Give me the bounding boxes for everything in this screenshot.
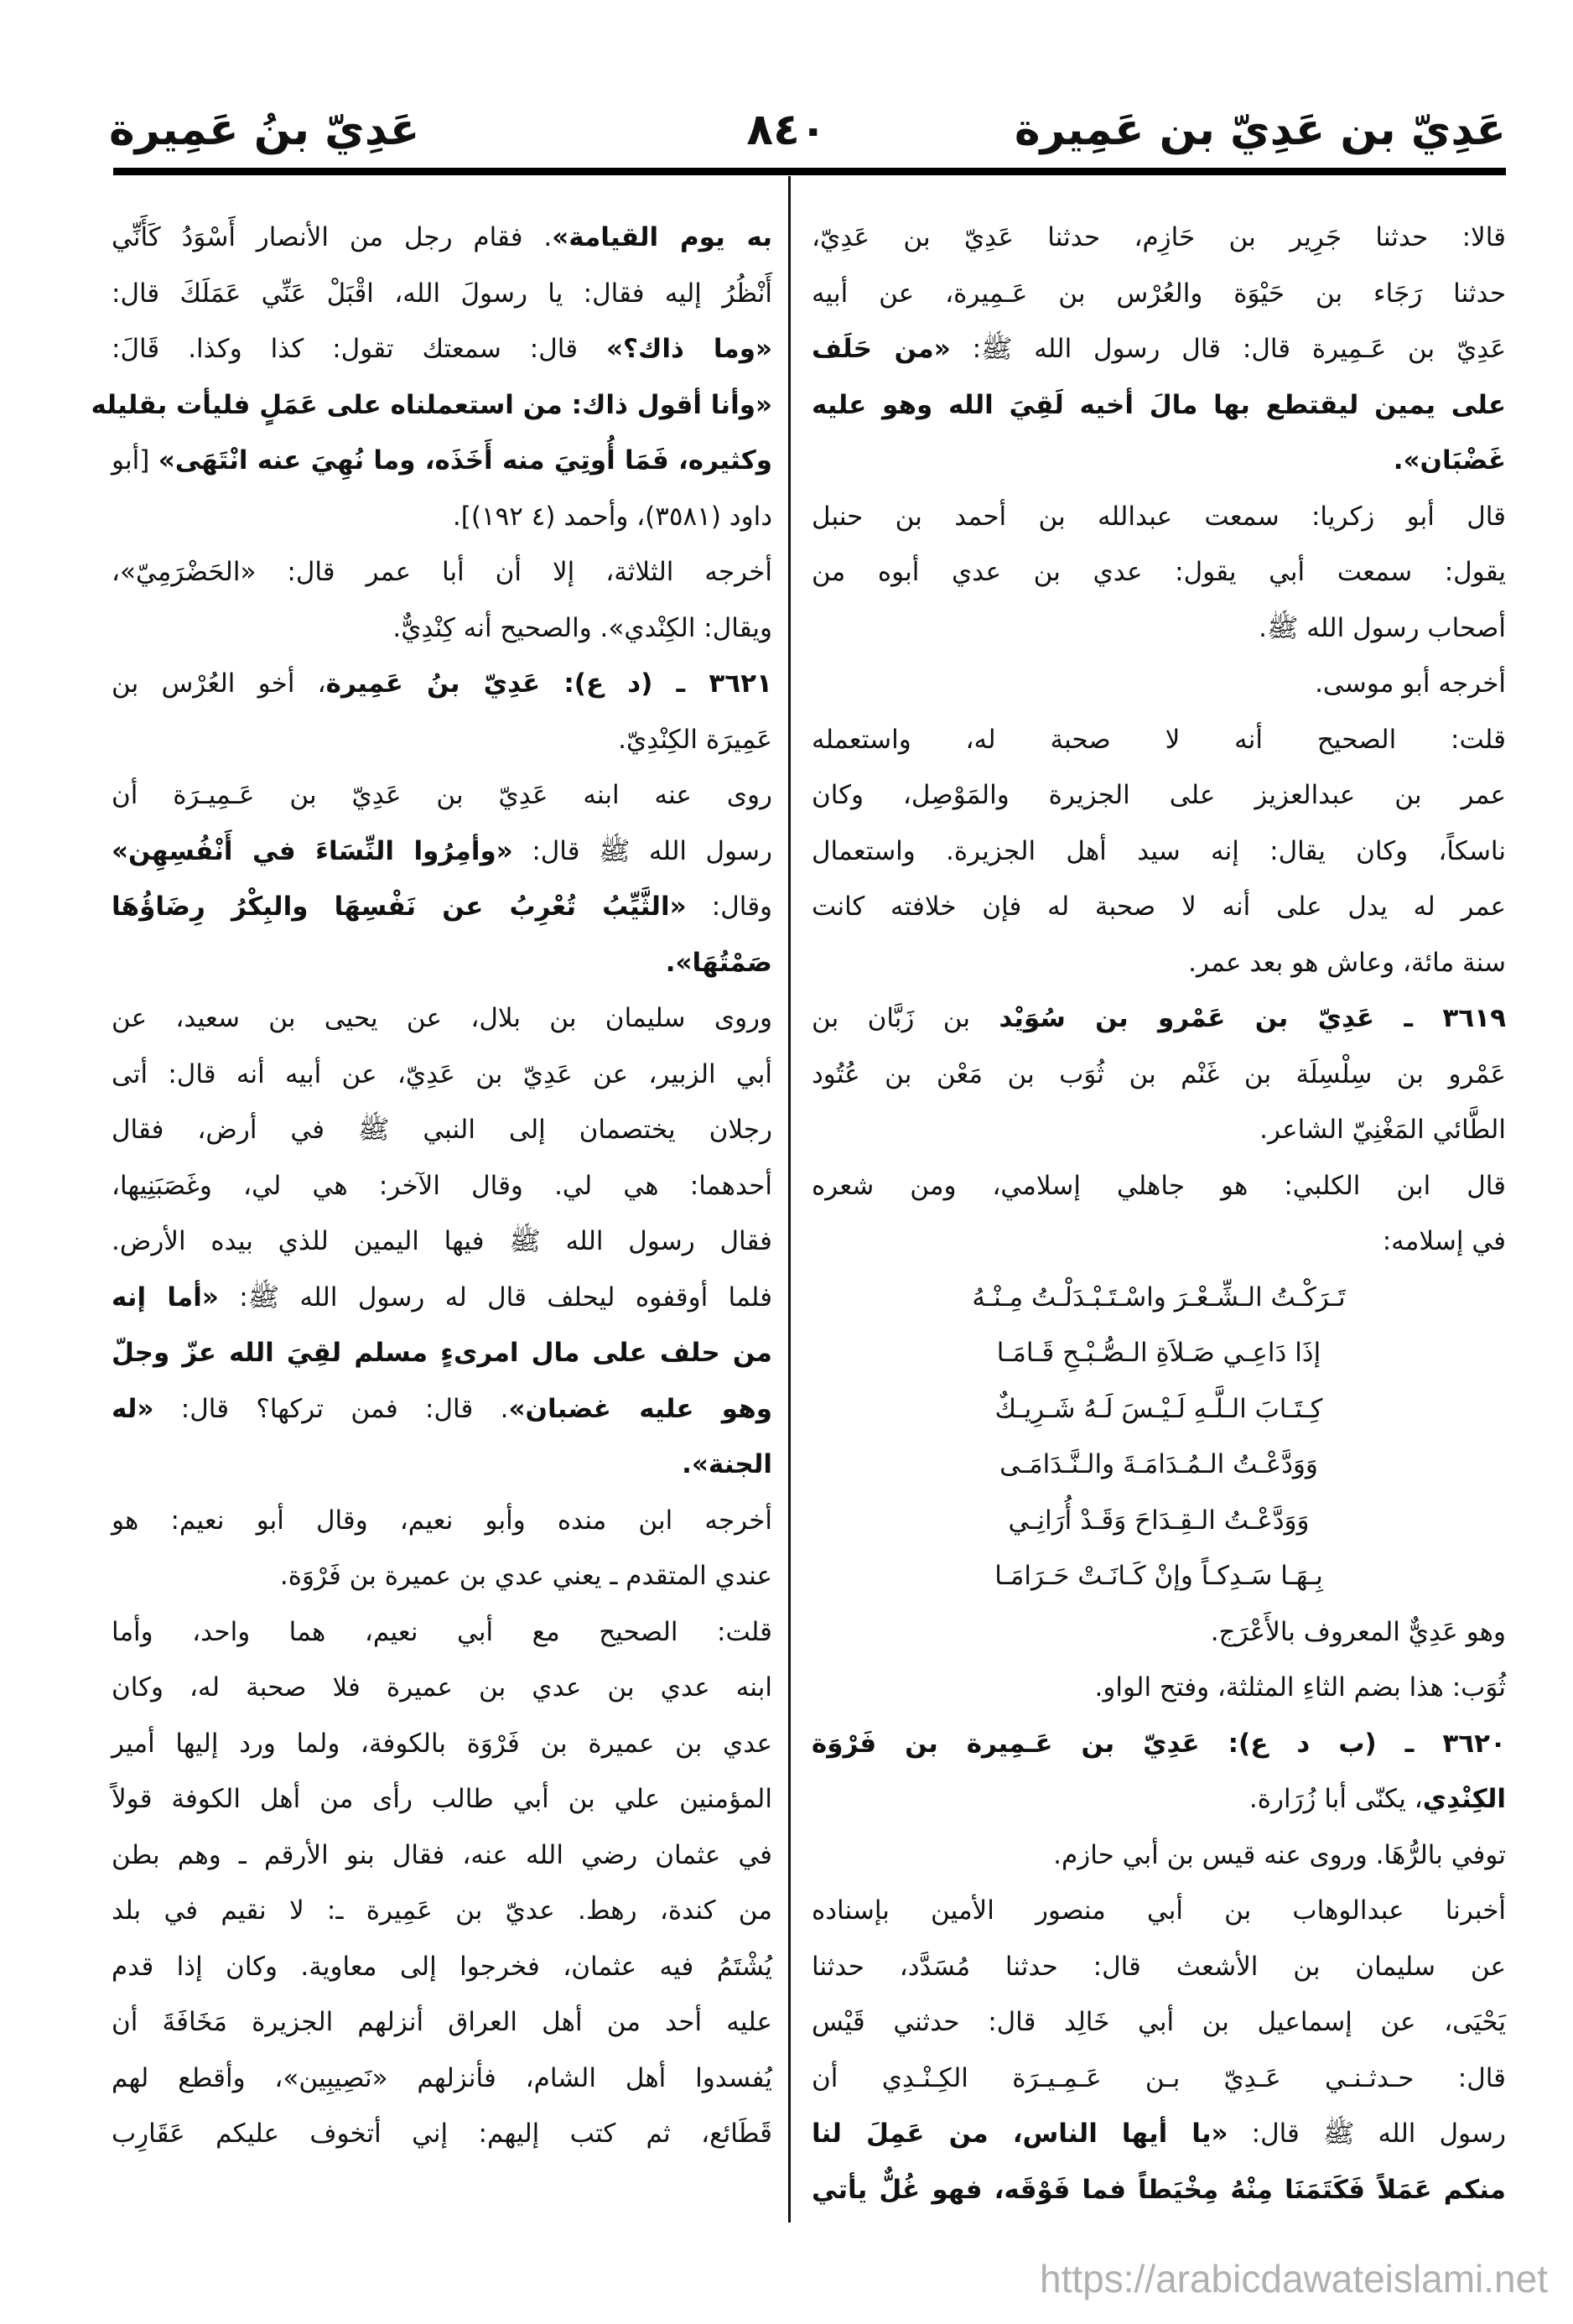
bold-text: صَمْتُهَا». (665, 947, 772, 978)
bold-text: «يا أيها الناس، من عَمِلَ لنا (812, 2119, 1228, 2149)
text-segment: عمر له يدل على أنه لا صحبة له فإن خلافته كانت (812, 892, 1506, 922)
text-line (812, 1214, 1506, 1270)
text-segment: قال: سمعتك تقول: كذا وكذا. قَالَ: (112, 334, 606, 364)
text-segment: الطَّائي المَغْنِيّ الشاعر. (1259, 1115, 1506, 1145)
text-line (812, 656, 1506, 712)
left-column (91, 210, 773, 2162)
text-segment: قال ابن الكلبي: هو جاهلي إسلامي، ومن شعره (812, 1170, 1506, 1201)
bold-text: منكم عَمَلاً فَكَتَمَنَا مِنْهُ مِخْيَطاً فما فَوْقَه، فهو غُلٌّ يأتي (812, 2174, 1506, 2205)
text-line (812, 377, 1506, 434)
text-line (112, 1214, 772, 1270)
text-line (812, 1994, 1506, 2051)
text-segment: ، يكنّى أبا زُرَارة. (1249, 1784, 1423, 1814)
text-segment: أحدهما: هي لي. وقال الآخر: هي لي، وغَصَبَنِيها، (112, 1170, 772, 1201)
text-line (112, 489, 772, 545)
text-line (812, 879, 1506, 935)
text-segment: أخبرنا عبدالوهاب بن أبي منصور الأمين بإسناده (812, 1895, 1506, 1926)
text-line (812, 1883, 1506, 1939)
text-segment: قلت: الصحيح مع أبي نعيم، هما واحد، وأما (112, 1616, 772, 1647)
page-number: ٨٤٠ (746, 105, 827, 155)
text-line (812, 1771, 1506, 1827)
bold-text: «له (112, 1393, 154, 1424)
text-line (812, 544, 1506, 600)
bold-text: ٣٦٢١ ـ (د ع): عَدِيّ بنُ عَمِيرة (325, 668, 772, 699)
text-segment: عمر بن عبدالعزيز على الجزيرة والمَوْصِل، وكان (812, 780, 1506, 810)
poem-line (812, 1381, 1506, 1438)
text-line (112, 767, 772, 824)
poem-line (812, 1325, 1506, 1381)
text-segment: ابنه عدي بن عدي بن عميرة فلا صحبة له، وكان (112, 1672, 772, 1703)
text-line (112, 879, 772, 935)
text-line (112, 266, 772, 322)
text-segment: فقال رسول الله ﷺ فيها اليمين للذي بيده الأرض. (112, 1226, 772, 1256)
text-line (812, 712, 1506, 768)
text-line (112, 433, 772, 489)
text-line (112, 1325, 772, 1381)
text-segment: قلت: الصحيح أنه لا صحبة له، واستعمله (812, 724, 1506, 755)
text-segment: عَدِيّ بن عَـمِيرة قال: قال رسول الله ﷺ: (950, 334, 1506, 364)
text-line (112, 712, 772, 768)
text-line (112, 935, 772, 991)
text-line (812, 210, 1506, 266)
text-segment: تَـرَكْـتُ الـشِّـعْـرَ واسْـتَـبْـدَلْـتُ مِـنْـهُ (972, 1282, 1346, 1313)
text-segment: رسول الله ﷺ قال: (512, 835, 773, 866)
text-line (112, 1716, 772, 1772)
bold-text: «وأمِرُوا النِّسَاءَ في أَنْفُسِهِن» (112, 835, 513, 866)
text-line (812, 1102, 1506, 1158)
text-segment: قَطَائع، ثم كتب إليهم: إني أتخوف عليكم عَقَارِب (112, 2119, 772, 2149)
header-rule (113, 168, 1506, 175)
bold-text: ٣٦٢٠ ـ (ب د ع): عَدِيّ بن عَـمِيرة بن فَرْوَة (812, 1728, 1506, 1759)
text-line (112, 1771, 772, 1827)
text-segment: وَوَدَّعْـتُ الـقِـدَاحَ وَقَـدْ أُرَانِـي (1008, 1505, 1310, 1536)
text-segment: أخرجه الثلاثة، إلا أن أبا عمر قال: «الحَضْرَمِيّ»، (112, 557, 772, 587)
bold-text: من حلف على مال امرىءٍ مسلم لقِيَ الله عزّ وجلّ (112, 1338, 772, 1368)
text-line (812, 824, 1506, 880)
text-segment: أَنْظُرُ إليه فقال: يا رسولَ الله، اقْبَلْ عَنِّي عَمَلَكَ قال: (112, 278, 772, 309)
text-segment: ، أخو العُرْس بن (112, 668, 326, 699)
text-segment: . قال: فمن تركها؟ قال: (153, 1393, 509, 1424)
watermark-url: https://arabicdawateislami.net (1040, 2257, 1548, 2301)
text-line (812, 2051, 1506, 2107)
text-segment: عدي بن عميرة بن فَرْوَة بالكوفة، ولما ورد إليها أمير (112, 1728, 772, 1759)
text-line (112, 1548, 772, 1604)
text-line (812, 1047, 1506, 1103)
text-line (112, 1604, 772, 1661)
text-line (112, 1102, 772, 1158)
text-line (112, 1994, 772, 2051)
text-segment: يُشْتَمُ فيه عثمان، فخرجوا إلى معاوية. وكان إذا قدم (112, 1951, 772, 1982)
text-line (112, 1270, 772, 1326)
bold-text: «الثَّيِّبُ تُعْرِبُ عن نَفْسِهَا والبِكْرُ رِضَاؤُهَا (112, 892, 687, 922)
right-column (812, 210, 1506, 2217)
poem-line (812, 1493, 1506, 1549)
text-line (812, 1660, 1506, 1716)
bold-text: وكثيره، فَمَا أُوتِيَ منه أَخَذَه، وما نُهِيَ عنه انْتَهَى» (158, 445, 772, 476)
text-segment: ثُوَب: هذا بضم الثاءِ المثلثة، وفتح الواو. (1094, 1672, 1506, 1703)
bold-text: «من حَلَف (812, 334, 951, 364)
text-segment: حدثنا رَجَاء بن حَيْوَة والعُرْس بن عَـمِيرة، عن أبيه (812, 278, 1506, 309)
text-line (812, 1158, 1506, 1214)
text-line (112, 1158, 772, 1214)
text-line (112, 1493, 772, 1549)
bold-text: على يمين ليقتطع بها مالَ أخيه لَقِيَ الله وهو عليه (812, 389, 1506, 420)
bold-text: «وأنا أقول ذاك: من استعملناه على عَمَلٍ فليأت بقليله (91, 389, 772, 420)
text-line (812, 2106, 1506, 2162)
text-segment: وَوَدَّعْـتُ الـمُـدَامَـةَ والـنَّـدَامَـى (999, 1449, 1318, 1479)
text-line (112, 2106, 772, 2162)
text-segment: وهو عَدِيٌّ المعروف بالأَعْرَج. (1210, 1616, 1506, 1647)
text-line (112, 1827, 772, 1884)
text-line (112, 1660, 772, 1716)
poem-line (812, 1548, 1506, 1604)
text-segment: توفي بالرُّهَا. وروى عنه قيس بن أبي حازم. (1053, 1839, 1506, 1870)
text-line (112, 990, 772, 1047)
bold-text: وهو عليه غضبان» (508, 1393, 772, 1424)
column-divider (788, 176, 791, 2223)
text-segment: عندي المتقدم ـ يعني عدي بن عميرة بن فَرْوَة. (279, 1561, 772, 1591)
text-segment: عن سليمان بن الأشعث قال: حدثنا مُسَدَّد، حدثنا (812, 1951, 1506, 1982)
bold-text: الجنة». (682, 1449, 772, 1479)
text-segment: روى عنه ابنه عَدِيّ بن عَدِيّ بن عَـمِيـرَة أن (112, 780, 772, 810)
text-segment: . فقام رجل من الأنصار أَسْوَدُ كَأَنِّي (112, 222, 553, 252)
text-segment: أبي الزبير، عن عَدِيّ بن عَدِيّ، عن أبيه أنه قال: أتى (112, 1058, 772, 1089)
text-segment: أخرجه أبو موسى. (1315, 668, 1506, 699)
text-segment: رجلان يختصمان إلى النبي ﷺ في أرض، فقال (112, 1115, 772, 1145)
text-line (812, 767, 1506, 824)
text-segment: يَحْيَى، عن إسماعيل بن أبي خَالِد قال: حدثني قَيْس (812, 2007, 1506, 2037)
text-line (812, 2162, 1506, 2218)
running-header-right: عَدِيّ بن عَدِيّ بن عَمِيرة (1014, 105, 1506, 155)
bold-text: به يوم القيامة» (552, 222, 772, 252)
text-segment: داود (٣٥٨١)، وأحمد (٤ ١٩٢)]. (452, 501, 772, 532)
text-segment: في إسلامه: (1382, 1226, 1506, 1256)
text-line (812, 266, 1506, 322)
text-segment: عَمِيرَة الكِنْدِيّ. (618, 724, 772, 755)
text-segment: ناسكاً، وكان يقال: إنه سيد أهل الجزيرة. واستعمال (812, 835, 1506, 866)
text-segment: عليه أحد من أهل العراق أنزلهم الجزيرة مَخَافَةَ أن (112, 2007, 772, 2037)
text-line (112, 600, 772, 657)
text-line (91, 377, 772, 434)
text-line (812, 935, 1506, 991)
text-segment: قال أبو زكريا: سمعت عبدالله بن أحمد بن حنبل (812, 501, 1506, 532)
text-line (112, 656, 772, 712)
text-line (812, 990, 1506, 1047)
text-segment: قالا: حدثنا جَرِير بن حَازِم، حدثنا عَدِيّ بن عَدِيّ، (812, 222, 1506, 252)
text-segment: يقول: سمعت أبي يقول: عدي بن عدي أبوه من (812, 557, 1506, 587)
poem-line (812, 1437, 1506, 1493)
text-segment: بِـهَـا سَـدِكـاً وإنْ كَـانَـتْ حَـرَامَـا (994, 1561, 1323, 1591)
text-line (812, 1939, 1506, 1995)
text-line (112, 824, 772, 880)
text-line (112, 1047, 772, 1103)
text-line (112, 1939, 772, 1995)
text-segment: المؤمنين علي بن أبي طالب رأى من أهل الكوفة قولاً (112, 1784, 772, 1814)
text-segment: إذَا دَاعِـي صَـلاَةِ الـصُّـبْـحِ قَـامَـا (996, 1338, 1321, 1368)
running-header-left: عَدِيّ بنُ عَمِيرة (109, 105, 420, 155)
text-line (112, 210, 772, 266)
text-line (112, 2051, 772, 2107)
bold-text: «أما إنه (112, 1282, 219, 1313)
text-line (112, 1883, 772, 1939)
text-segment: رسول الله ﷺ قال: (1228, 2119, 1506, 2149)
text-segment: بن زَبَّان بن (812, 1003, 999, 1033)
text-segment: كِـتَـابَ الـلَّـهِ لَـيْـسَ لَـهُ شَـرِيـكٌ (994, 1393, 1323, 1424)
text-line (812, 600, 1506, 657)
text-line (812, 321, 1506, 377)
bold-text: غَضْبَان». (1393, 445, 1506, 476)
poem-line (812, 1270, 1506, 1326)
text-segment: وروى سليمان بن بلال، عن يحيى بن سعيد، عن (112, 1003, 772, 1033)
text-line (812, 489, 1506, 545)
bold-text: الكِنْدِي (1422, 1784, 1506, 1814)
text-line (112, 1437, 772, 1493)
text-line (812, 1604, 1506, 1661)
text-segment: فلما أوقفوه ليحلف قال له رسول الله ﷺ: (218, 1282, 773, 1313)
text-line (112, 1381, 772, 1438)
text-segment: في عثمان رضي الله عنه، فقال بنو الأرقم ـ وهم بطن (112, 1839, 772, 1870)
text-line (812, 1827, 1506, 1884)
bold-text: «وما ذاك؟» (606, 334, 772, 364)
text-segment: سنة مائة، وعاش هو بعد عمر. (1188, 947, 1506, 978)
text-segment: قال: حـدثـنـي عَـدِيّ بـن عَـمِـيـرَة الكِـنْـدِي أن (812, 2062, 1506, 2093)
text-line (112, 321, 772, 377)
bold-text: ٣٦١٩ ـ عَدِيّ بن عَمْرو بن سُوَيْد (999, 1003, 1506, 1033)
text-segment: عَمْرو بن سِلْسِلَة بن غَنْم بن ثُوَب بن مَعْن بن عُتُود (812, 1058, 1506, 1089)
text-segment: ويقال: الكِنْدي». والصحيح أنه كِنْدِيٌّ. (392, 612, 772, 643)
text-line (112, 544, 772, 600)
text-line (812, 433, 1506, 489)
text-segment: أصحاب رسول الله ﷺ. (1259, 612, 1506, 643)
text-segment: من كندة، رهط. عديّ بن عَمِيرة ـ: لا نقيم في بلد (112, 1895, 772, 1926)
text-segment: وقال: (686, 892, 772, 922)
text-segment: يُفسدوا أهل الشام، فأنزلهم «نَصِيبِين»، وأقطع لهم (112, 2062, 772, 2093)
text-segment: أخرجه ابن منده وأبو نعيم، وقال أبو نعيم: هو (112, 1505, 772, 1536)
text-line (812, 1716, 1506, 1772)
text-segment: [أبو (112, 445, 158, 476)
